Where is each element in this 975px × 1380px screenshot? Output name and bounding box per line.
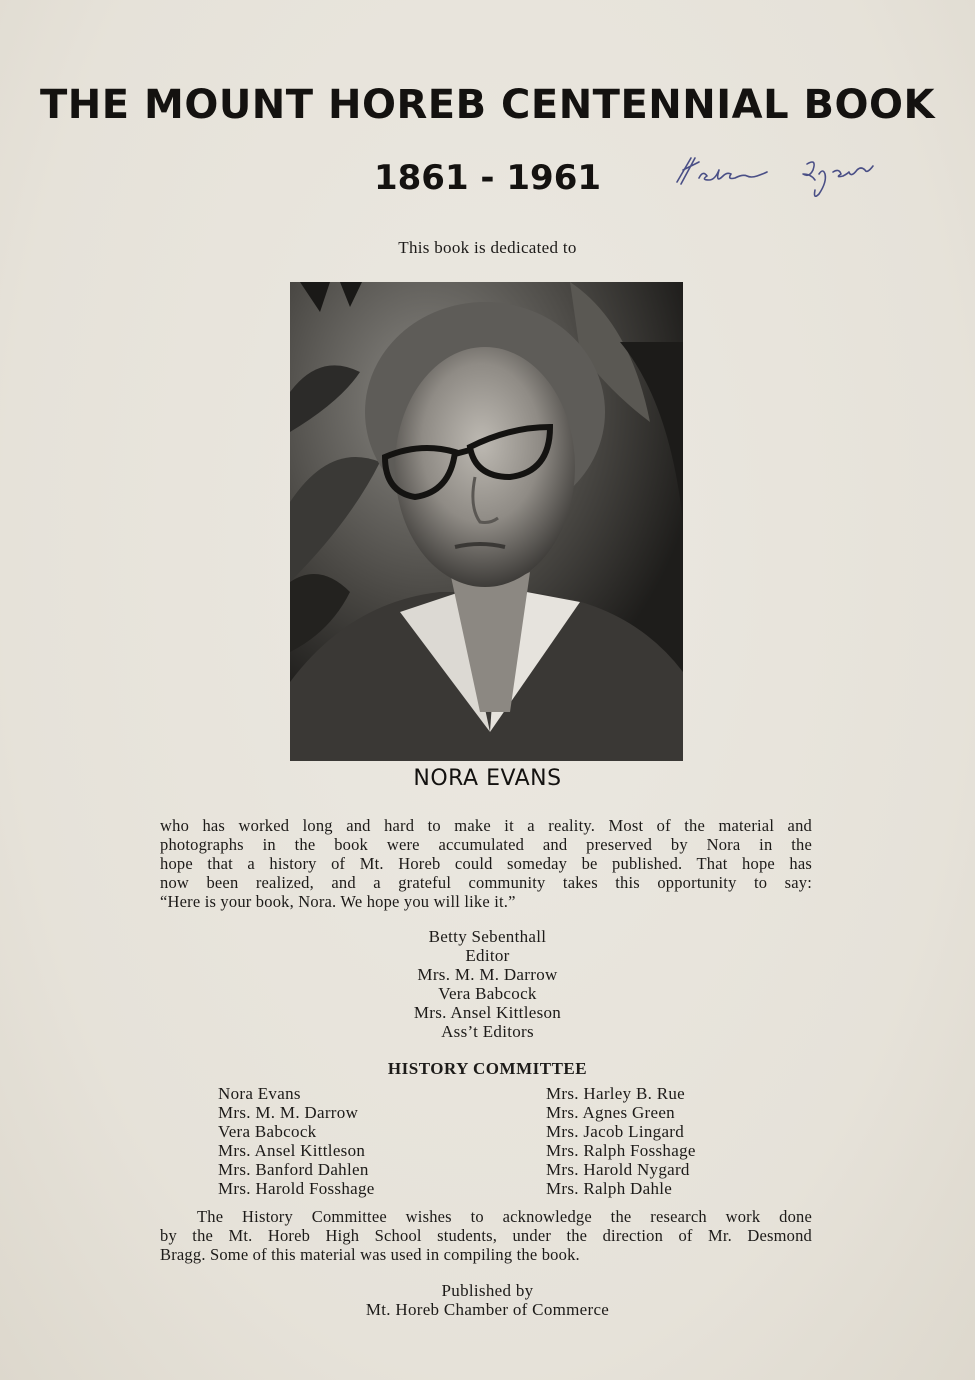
editor-line: Editor bbox=[465, 946, 510, 965]
committee-member: Mrs. Jacob Lingard bbox=[546, 1122, 685, 1141]
publisher-block bbox=[0, 1281, 975, 1319]
publisher-name: Mt. Horeb Chamber of Commerce bbox=[365, 1300, 610, 1319]
editor-line: Mrs. Ansel Kittleson bbox=[413, 1003, 562, 1022]
paragraph-line: “Here is your book, Nora. We hope you will like it.” bbox=[160, 892, 516, 911]
book-title: THE MOUNT HOREB CENTENNIAL BOOK bbox=[40, 82, 935, 128]
committee-member: Mrs. Agnes Green bbox=[546, 1103, 675, 1122]
paragraph-line: now been realized, and a grateful community takes this opportunity to say: bbox=[160, 873, 812, 892]
paragraph-line: photographs in the book were accumulated and preserved by Nora in the bbox=[160, 835, 812, 854]
dedication-paragraph bbox=[160, 816, 812, 911]
paragraph-line: Bragg. Some of this material was used in compiling the book. bbox=[160, 1245, 580, 1264]
editor-line: Ass’t Editors bbox=[441, 1022, 534, 1041]
committee-member: Mrs. Harley B. Rue bbox=[546, 1084, 686, 1103]
paragraph-line: hope that a history of Mt. Horeb could someday be published. That hope has bbox=[160, 854, 812, 873]
committee-member: Mrs. Ralph Dahle bbox=[546, 1179, 673, 1198]
book-years: 1861 - 1961 bbox=[373, 158, 602, 198]
editor-line: Betty Sebenthall bbox=[428, 927, 547, 946]
paragraph-line: The History Committee wishes to acknowledge the research work done bbox=[197, 1207, 812, 1226]
committee-left-column bbox=[218, 1084, 375, 1198]
honoree-name: NORA EVANS bbox=[413, 766, 562, 791]
dedication-line: This book is dedicated to bbox=[398, 238, 577, 257]
paragraph-line: by the Mt. Horeb High School students, under the direction of Mr. Desmond bbox=[160, 1226, 812, 1245]
committee-heading: HISTORY COMMITTEE bbox=[387, 1059, 588, 1078]
committee-member: Vera Babcock bbox=[218, 1122, 317, 1141]
committee-member: Nora Evans bbox=[218, 1084, 301, 1103]
committee-member: Mrs. Harold Fosshage bbox=[218, 1179, 375, 1198]
committee-right-column bbox=[546, 1084, 696, 1198]
publisher-line: Published by bbox=[441, 1281, 534, 1300]
editors-block bbox=[0, 927, 975, 1041]
committee-member: Mrs. Ansel Kittleson bbox=[218, 1141, 366, 1160]
committee-member: Mrs. Banford Dahlen bbox=[218, 1160, 369, 1179]
editor-line: Vera Babcock bbox=[438, 984, 537, 1003]
paragraph-line: who has worked long and hard to make it a reality. Most of the material and bbox=[160, 816, 812, 835]
portrait-photo bbox=[290, 282, 683, 761]
committee-member: Mrs. M. M. Darrow bbox=[218, 1103, 359, 1122]
committee-member: Mrs. Ralph Fosshage bbox=[546, 1141, 696, 1160]
handwritten-signature bbox=[665, 150, 895, 210]
acknowledgement-paragraph bbox=[160, 1207, 812, 1264]
committee-member: Mrs. Harold Nygard bbox=[546, 1160, 690, 1179]
editor-line: Mrs. M. M. Darrow bbox=[417, 965, 558, 984]
